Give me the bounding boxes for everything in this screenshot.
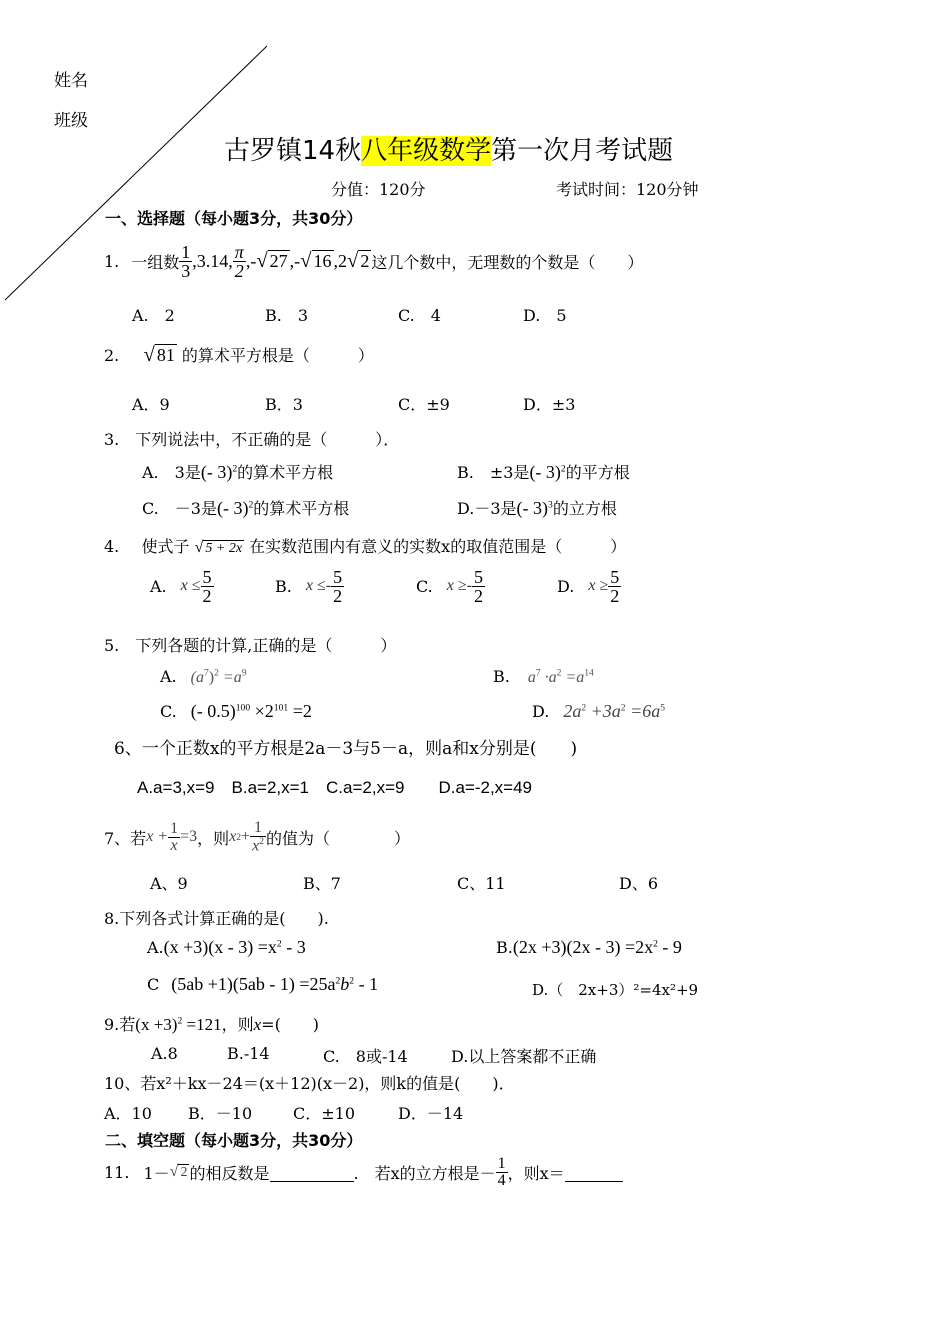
q1-radical-3: √ 2	[347, 249, 370, 272]
q9-option-a: A.8	[151, 1044, 178, 1063]
question-9: 9.若$(x +3)^2 =121$，则x=( )	[104, 1015, 320, 1034]
question-5: 5. 下列各题的计算,正确的是（ ）	[104, 636, 397, 655]
q2-radical: √ 81	[143, 344, 175, 366]
question-8: 8.下列各式计算正确的是( ).	[104, 909, 329, 928]
q3-option-b: B. ±3是(- 3)$^2$的平方根	[457, 462, 630, 482]
title-suffix: 第一次月考试题	[491, 136, 674, 166]
q2-number: 2.	[104, 346, 120, 365]
q5-option-a: A. $(a^7)^2 =a^9$	[160, 667, 247, 686]
question-10: 10、若x²＋kx－24＝(x＋12)(x－2)，则k的值是( )．	[104, 1074, 515, 1093]
q5-option-b: B. $a^7 \cdot a^2 =a^{14}$	[493, 667, 594, 686]
q1-math-3: ,-	[289, 250, 301, 271]
q7-option-a: A、9	[150, 874, 188, 893]
q2-option-a: A．9	[132, 395, 170, 414]
q1-fraction-2: $\frac{\pi}{2}$	[234, 241, 244, 281]
q7-option-b: B、7	[303, 874, 341, 893]
score-info: 分值：120分	[331, 180, 426, 199]
q4-number: 4.	[104, 537, 120, 556]
q1-radical-1: √ 27	[256, 249, 288, 272]
q5-option-c: C. (- $0.5)^{100} \times 2^{101} =2$	[160, 701, 312, 721]
q1-option-d: D. 5	[523, 306, 567, 325]
time-info: 考试时间：120分钟	[556, 180, 699, 199]
q1-lead: 一组数	[131, 252, 180, 272]
q1-option-a: A. 2	[132, 306, 175, 325]
q1-option-b: B. 3	[265, 306, 309, 325]
name-label: 姓名	[54, 71, 88, 91]
q11-answer-blank-1[interactable]	[270, 1163, 354, 1182]
q4-option-d: D. x ≥ $\frac{5}{2}$	[557, 566, 620, 606]
q6-options: A.a=3,x=9 B.a=2,x=1 C.a=2,x=9 D.a=-2,x=49	[137, 778, 533, 797]
q5-option-d: D. $2a^2 +3a^2 =6a^5$	[532, 701, 666, 721]
q8-option-a: $A.(x +3)(x - 3) =x^2 - 3$	[147, 937, 306, 957]
question-7: 7、若 x + $\frac{1}{x}$ =3 ，则 x 2 + $\frac{1}{x^2}$ 的值为（ ）	[104, 818, 410, 855]
q2-option-d: D．±3	[523, 395, 576, 414]
q4-lead: 使式子	[141, 537, 190, 556]
question-11: 11. 1－ √ 2 的相反数是 . 若x的立方根是－ $\frac{1}{4}$ ，则x＝	[104, 1150, 623, 1194]
question-1	[104, 240, 643, 282]
q10-option-b: B．－10	[188, 1104, 253, 1123]
q2-tail: 的算术平方根是（ ）	[181, 346, 374, 365]
q7-option-c: C、11	[457, 874, 506, 893]
title-prefix: 古罗镇14秋	[224, 136, 362, 166]
q9-option-b: B.-14	[227, 1044, 270, 1063]
q4-option-b: B. x ≤- $\frac{5}{2}$	[275, 566, 343, 606]
q1-option-c: C. 4	[398, 306, 441, 325]
q4-option-c: C. x ≥- $\frac{5}{2}$	[416, 566, 483, 606]
section-fill-title: 二、填空题（每小题3分，共30分）	[105, 1131, 363, 1150]
question-2	[104, 343, 374, 367]
q8-option-b: $B.(2x +3)(2x - 3) =2x^2 - 9$	[496, 937, 682, 957]
q1-math-1: ,3.14,	[192, 250, 233, 271]
q1-fraction-1: $\frac{1}{3}$	[181, 241, 191, 281]
q10-option-a: A．10	[104, 1104, 152, 1123]
q1-math-2: ,-	[245, 250, 257, 271]
q9-option-d: D.以上答案都不正确	[451, 1047, 597, 1066]
section-choice-title: 一、选择题（每小题3分，共30分）	[105, 209, 363, 228]
q8-option-d: D.（ 2x+3）²=4x²+9	[532, 981, 699, 999]
q1-number: 1.	[104, 251, 120, 271]
page-title	[224, 130, 673, 167]
q8-option-c: C $(5ab +1)(5ab - 1) =25a^2b^2 - 1$	[147, 974, 379, 994]
q11-radical: √ 2	[169, 1163, 188, 1180]
q11-answer-blank-2[interactable]	[565, 1163, 623, 1182]
class-label: 班级	[54, 111, 88, 131]
q7-option-d: D、6	[619, 874, 659, 893]
q2-option-b: B．3	[265, 395, 303, 414]
question-3: 3. 下列说法中，不正确的是（ ）．	[104, 430, 400, 449]
q4-option-a: A. x ≤ $\frac{5}{2}$	[150, 566, 212, 606]
q10-option-c: C．±10	[293, 1104, 356, 1123]
q4-radical: √ 5 + 2x	[194, 539, 243, 556]
q1-tail: 这几个数中，无理数的个数是（ ）	[371, 252, 644, 272]
q3-option-c: C. －3是(- 3)$^2$的算术平方根	[142, 498, 350, 518]
title-highlight: 八年级数学	[361, 136, 492, 166]
q3-option-a: A. 3是(- 3)$^2$的算术平方根	[142, 462, 334, 482]
q9-option-c: C. 8或-14	[323, 1047, 408, 1066]
q2-option-c: C．±9	[398, 395, 450, 414]
question-6: 6、一个正数x的平方根是2a－3与5－a，则a和x分别是( )	[114, 739, 578, 759]
q3-option-d: D.－3是(- 3)$^3$的立方根	[457, 498, 617, 518]
q4-tail: 在实数范围内有意义的实数x的取值范围是（ ）	[249, 537, 627, 556]
question-4	[104, 534, 626, 557]
q1-radical-2: √ 16	[300, 249, 332, 272]
q10-option-d: D．－14	[398, 1104, 464, 1123]
q1-math-4: ,2	[333, 250, 348, 271]
